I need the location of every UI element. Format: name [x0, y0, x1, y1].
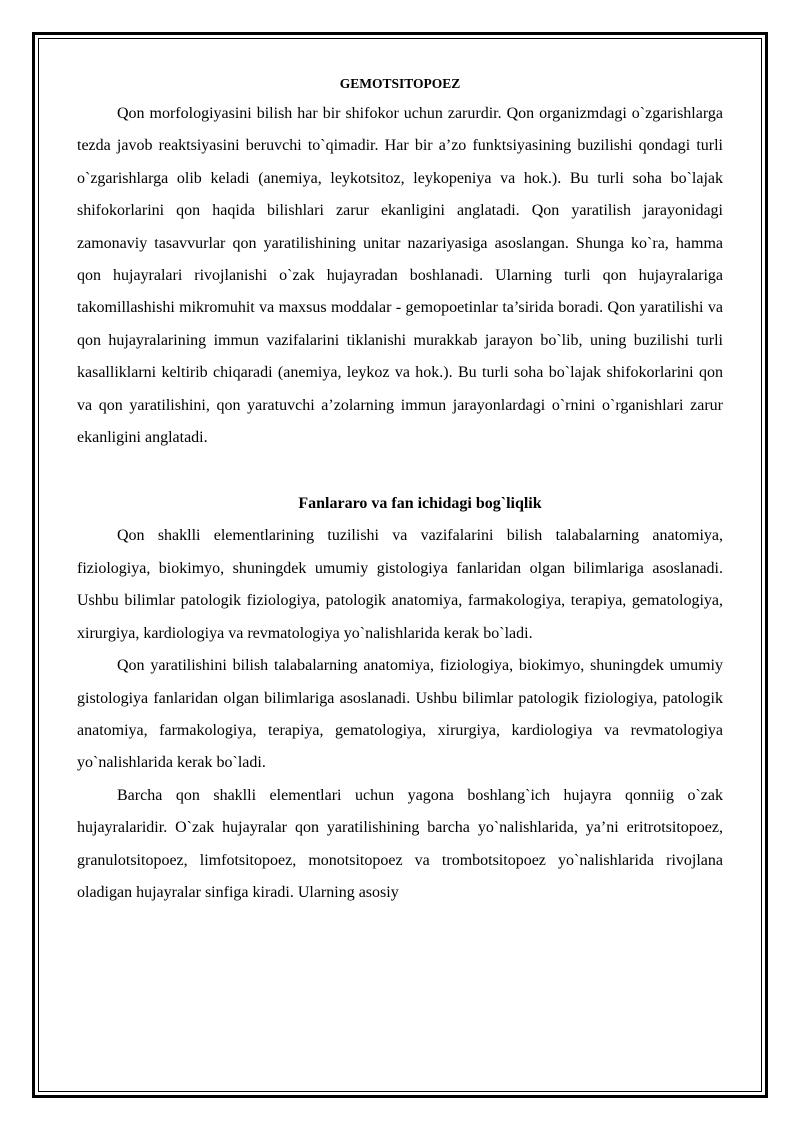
paragraph-spacer	[77, 454, 723, 487]
section-paragraph-1: Qon shaklli elementlarining tuzilishi va vazifalarini bilish talabalarning anatomiya, fiziologiya, biokimyo, shuningdek umumiy gistologiya fanlaridan olgan bilimlariga asoslanadi. Ushbu bilimlar patologik fiziologiya, patologik anatomiya, farmakologiya, terapiya, gematologiya, xirurgiya, kardiologiya va revmatologiya yo`nalishlarida kerak bo`ladi.	[77, 527, 723, 642]
section-paragraph-2: Qon yaratilishini bilish talabalarning anatomiya, fiziologiya, biokimyo, shuningdek umumiy gistologiya fanlaridan olgan bilimlariga asoslanadi. Ushbu bilimlar patologik fiziologiya, patologik anatomiya, farmakologiya, terapiya, gematologiya, xirurgiya, kardiologiya va revmatologiya yo`nalishlarida kerak bo`ladi.	[77, 657, 723, 772]
section-paragraph-3: Barcha qon shaklli elementlari uchun yagona boshlang`ich hujayra qonniig o`zak hujayralaridir. O`zak hujayralar qon yaratilishining barcha yo`nalishlarida, ya’ni eritrotsitopoez, granulotsitopoez, limfotsitopoez, monotsitopoez va trombotsitopoez yo`nalishlarida rivojlana oladigan hujayralar sinfiga kiradi. Ularning asosiy	[77, 786, 723, 901]
document-title: GEMOTSITOPOEZ	[339, 76, 461, 91]
intro-paragraph: Qon morfologiyasini bilish har bir shifokor uchun zarurdir. Qon organizmdagi o`zgarishlarga tezda javob reaktsiyasini beruvchi to`qimadir. Har bir a’zo funktsiyasining buzilishi qondagi turli o`zgarishlarga olib keladi (anemiya, leykotsitoz, leykopeniya va hok.). Bu turli soha bo`lajak shifokorlarini qon haqida bilishlari zarur ekanligini anglatadi. Qon yaratilish jarayonidagi zamonaviy tasavvurlar qon yaratilishining unitar nazariyasiga asoslangan. Shunga ko`ra, hamma qon hujayralari rivojlanishi o`zak hujayradan boshlanadi. Ularning turli qon hujayralariga takomillashishi mikromuhit va maxsus moddalar - gemopoetinlar ta’sirida boradi. Qon yaratilishi va qon hujayralarining immun vazifalarini tiklanishi murakkab jarayon bo`lib, uning buzilishi turli kasalliklarni keltirib chiqaradi (anemiya, leykoz va hok.). Bu turli soha bo`lajak shifokorlarini qon va qon yaratilishini, qon yaratuvchi a’zolarning immun jarayonlardagi o`rnini o`rganishlari zarur ekanligini anglatadi.	[77, 105, 723, 447]
section-title: Fanlararo va fan ichidagi bog`liqlik	[298, 495, 542, 513]
document-body	[77, 74, 723, 909]
